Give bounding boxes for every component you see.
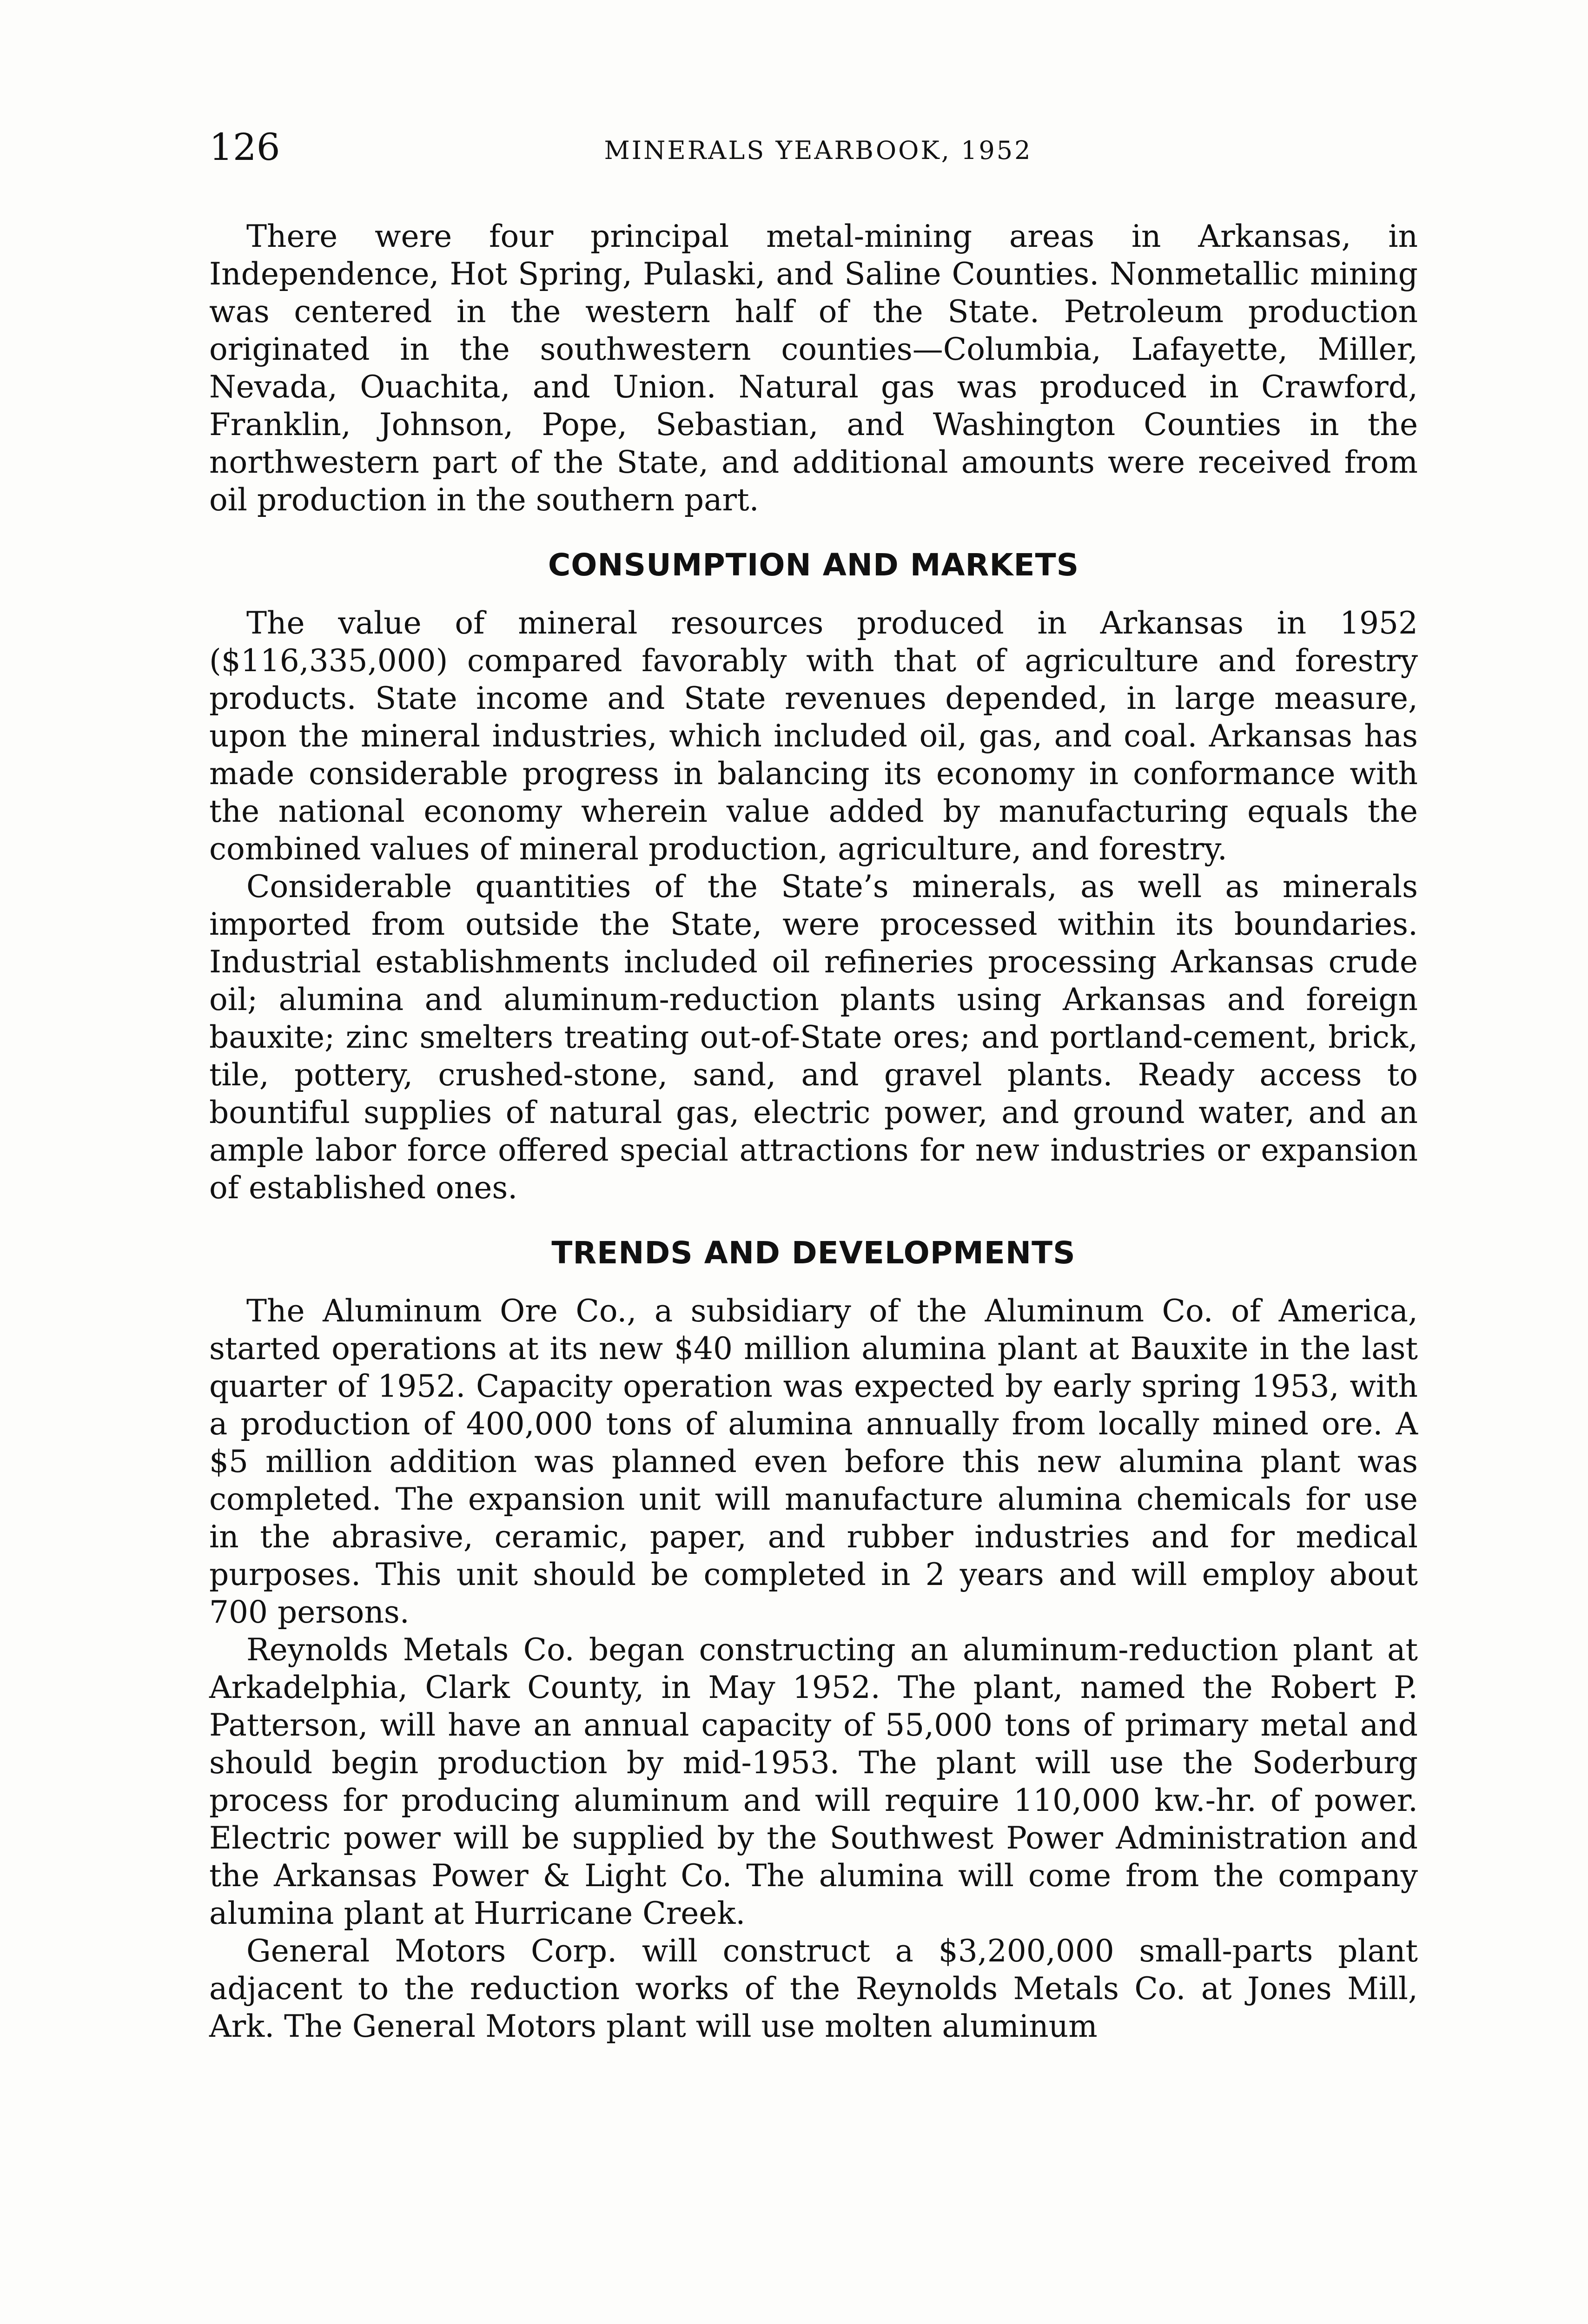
trends-paragraph-1: The Aluminum Ore Co., a subsidiary of the Aluminum Co. of America, started operations at its new $40 million alumina plant at Bauxite in the last quarter of 1952. Capacity operation was expected by early spring 1953, with a production of 400,000 tons of alumina annually from locally mined ore. A $5 million addition was planned even before this new alumina plant was completed. The expansion unit will manufacture alumina chemicals for use in the abrasive, ceramic, paper, and rubber industries and for medical purposes. This unit should be completed in 2 years and will employ about 700 persons. <box>209 1293 1418 1630</box>
running-title: MINERALS YEARBOOK, 1952 <box>604 136 1032 165</box>
consumption-paragraph-1: The value of mineral resources produced in Arkansas in 1952 ($116,335,000) compared favorably with that of agriculture and forestry products. State income and State revenues depended, in large measure, upon the mineral industries, which included oil, gas, and coal. Arkansas has made considerable progress in balancing its economy in conformance with the national economy wherein value added by manufacturing equals the combined values of mineral production, agriculture, and forestry. <box>209 605 1418 867</box>
page-number: 126 <box>209 125 280 169</box>
section-heading-trends: TRENDS AND DEVELOPMENTS <box>551 1235 1076 1271</box>
intro-paragraph: There were four principal metal-mining areas in Arkansas, in Independence, Hot Spring, Pulaski, and Saline Counties. Nonmetallic mining was centered in the western half of the State. Petroleum production originated in the southwestern counties—Columbia, Lafayette, Miller, Nevada, Ouachita, and Union. Natural gas was produced in Crawford, Franklin, Johnson, Pope, Sebastian, and Washington Counties in the northwestern part of the State, and additional amounts were received from oil production in the southern part. <box>209 218 1418 518</box>
consumption-paragraph-2: Considerable quantities of the State’s minerals, as well as minerals imported from outside the State, were processed within its boundaries. Industrial establishments included oil refineries processing Arkansas crude oil; alumina and aluminum-reduction plants using Arkansas and foreign bauxite; zinc smelters treating out-of-State ores; and portland-cement, brick, tile, pottery, crushed-stone, sand, and gravel plants. Ready access to bountiful supplies of natural gas, electric power, and ground water, and an ample labor force offered special attractions for new industries or expansion of established ones. <box>209 869 1418 1206</box>
trends-paragraph-2: Reynolds Metals Co. began constructing an aluminum-reduction plant at Arkadelphia, Clark County, in May 1952. The plant, named the Robert P. Patterson, will have an annual capacity of 55,000 tons of primary metal and should begin production by mid-1953. The plant will use the Soderburg process for producing aluminum and will require 110,000 kw.-hr. of power. Electric power will be supplied by the Southwest Power Administration and the Arkansas Power & Light Co. The alumina will come from the company alumina plant at Hurricane Creek. <box>209 1632 1418 1931</box>
trends-paragraph-3: General Motors Corp. will construct a $3,200,000 small-parts plant adjacent to the reduction works of the Reynolds Metals Co. at Jones Mill, Ark. The General Motors plant will use molten aluminum <box>209 1933 1418 2044</box>
running-head <box>209 125 1427 186</box>
section-heading-consumption: CONSUMPTION AND MARKETS <box>548 547 1079 583</box>
body-column <box>209 218 1418 2193</box>
